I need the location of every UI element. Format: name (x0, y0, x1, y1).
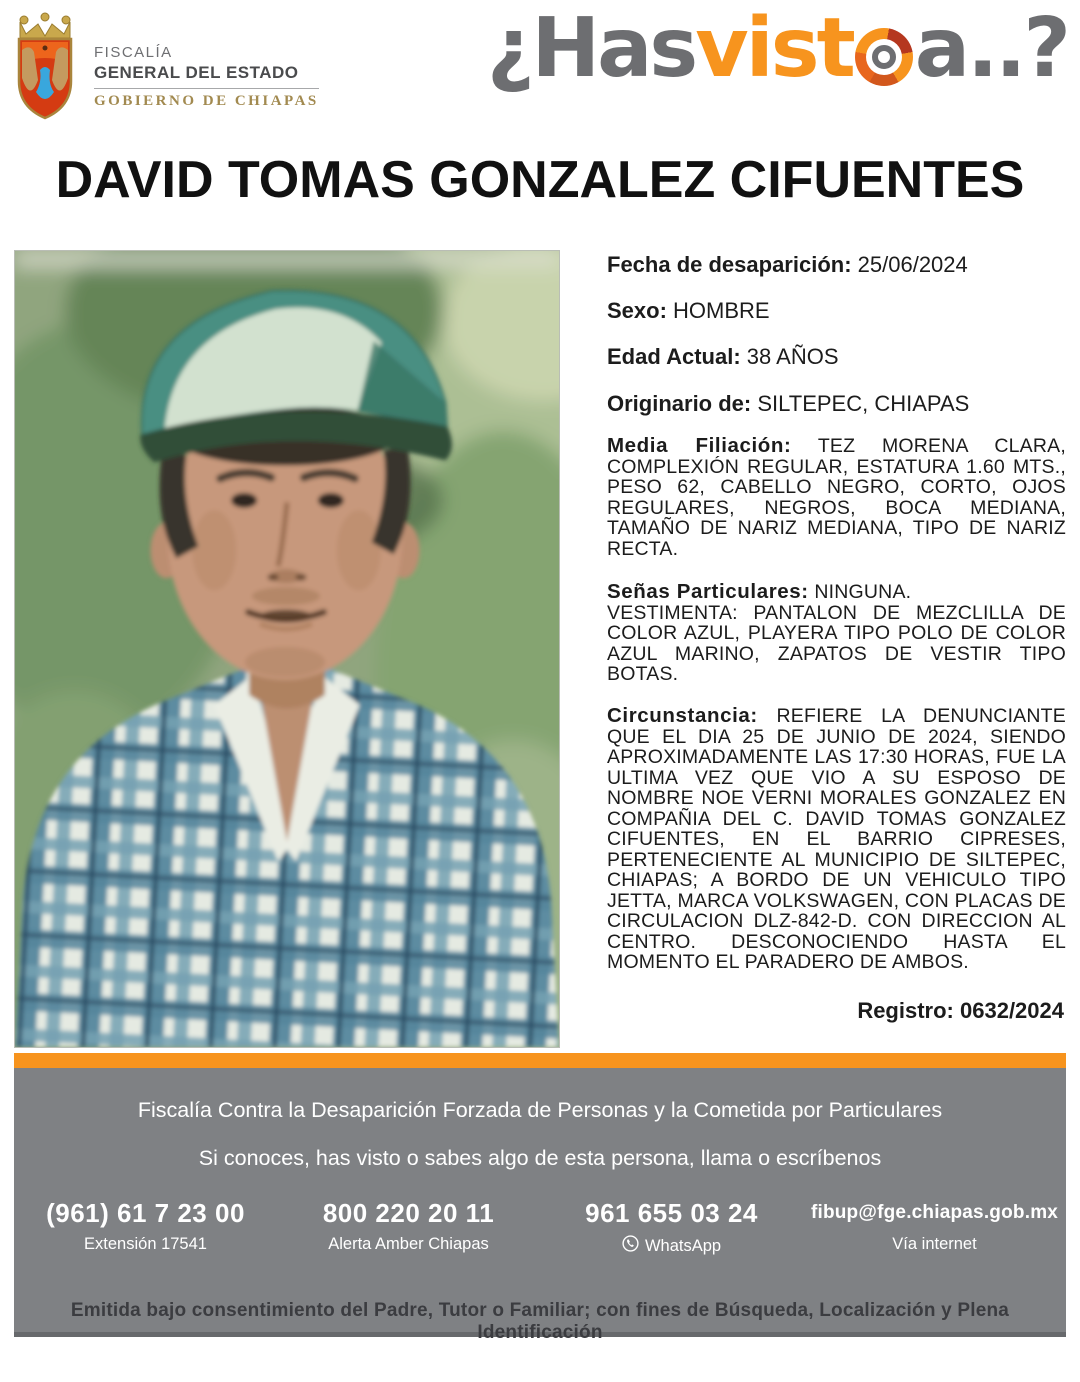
contact-whatsapp-number: 961 655 03 24 (585, 1198, 758, 1228)
circunstancia-text: REFIERE LA DENUNCIANTE QUE EL DIA 25 DE JUNIO DE 2024, SIENDO APROXIMADAMENTE LAS 17:30 HORAS, FUE LA ULTIMA VEZ QUE VIO A SU ESPOSO DE NOMBRE NOE VERNI MORALES GONZALEZ EN COMPAÑIA DEL C. DAVID TOMAS GONZALEZ CIFUENTES, EN EL BARRIO CIPRESES, PERTENECIENTE AL MUNICIPIO DE SILTEPEC, CHIAPAS; A BORDO DE UN VEHICULO TIPO JETTA, MARCA VOLKSWAGEN, CON PLACAS DE CIRCULACION DLZ-842-D. CON DIRECCION AL CENTRO. DESCONOCIENDO HASTA EL MOMENTO EL PARADERO DE AMBOS. (607, 705, 1066, 973)
wordmark-has: ¿Has (486, 1, 696, 96)
field-sexo (607, 298, 1066, 324)
missing-person-name: DAVID TOMAS GONZALEZ CIFUENTES (55, 151, 1025, 209)
footer-call-to-action: Si conoces, has visto o sabes algo de esta persona, llama o escríbenos (198, 1146, 882, 1170)
agency-text-block (94, 44, 319, 110)
eye-o-icon (855, 28, 913, 86)
contact-amber-sub: Alerta Amber Chiapas (328, 1235, 489, 1253)
media-filiacion-label: Media Filiación: (607, 434, 792, 457)
accent-bar (14, 1053, 1066, 1068)
contact-amber-alert (277, 1196, 540, 1257)
has-visto-a-wordmark (486, 1, 1068, 96)
contact-email (803, 1196, 1066, 1257)
footer-contact-panel (14, 1068, 1066, 1343)
contact-amber-number: 800 220 20 11 (322, 1198, 495, 1228)
agency-name: FISCALÍA (94, 44, 173, 61)
registro-value: 0632/2024 (960, 998, 1064, 1023)
senas-label: Señas Particulares: (607, 580, 809, 603)
field-originario-value: SILTEPEC, CHIAPAS (757, 391, 970, 416)
field-edad-label: Edad Actual: (607, 344, 741, 369)
field-originario-label: Originario de: (607, 391, 752, 416)
agency-subname: GENERAL DEL ESTADO (94, 63, 299, 82)
field-sexo-label: Sexo: (607, 298, 667, 323)
registro-number (857, 998, 1064, 1024)
field-fecha (607, 252, 1066, 278)
contact-whatsapp-sub: WhatsApp (644, 1236, 722, 1255)
contact-phone-main-number: (961) 61 7 23 00 (46, 1198, 245, 1228)
contact-phone-main (14, 1196, 277, 1257)
paragraph-senas-particulares (607, 582, 1066, 685)
paragraph-circunstancia (607, 706, 1066, 973)
media-filiacion-text: TEZ MORENA CLARA, COMPLEXIÓN REGULAR, ESTATURA 1.60 MTS., PESO 62, CABELLO NEGRO, CORTO, OJOS REGULARES, NEGROS, BOCA MEDIANA, TAMAÑO DE NARIZ MEDIANA, TIPO DE NARIZ RECTA. (607, 435, 1066, 560)
field-fecha-label: Fecha de desaparición: (607, 252, 852, 277)
contact-whatsapp (540, 1196, 803, 1257)
senas-line1: NINGUNA. (814, 581, 912, 603)
wordmark-a: a..? (914, 1, 1068, 96)
footer-consent-note: Emitida bajo consentimiento del Padre, Tutor o Familiar; con fines de Búsqueda, Localización y Plena Identificación (70, 1300, 1010, 1343)
whatsapp-icon (622, 1235, 639, 1257)
contact-phone-main-sub: Extensión 17541 (84, 1235, 207, 1253)
contact-email-sub: Vía internet (892, 1235, 977, 1253)
field-sexo-value: HOMBRE (673, 298, 770, 323)
registro-label: Registro: (857, 998, 954, 1023)
contact-row (14, 1196, 1066, 1257)
contact-email-address: fibup@fge.chiapas.gob.mx (810, 1202, 1059, 1223)
agency-logo (12, 12, 319, 127)
field-fecha-value: 25/06/2024 (857, 252, 968, 277)
agency-government: GOBIERNO DE CHIAPAS (94, 93, 319, 109)
paragraph-media-filiacion (607, 436, 1066, 559)
chiapas-coat-of-arms-icon (12, 12, 78, 127)
missing-person-photo (14, 250, 560, 1048)
field-originario (607, 391, 1066, 417)
field-edad-value: 38 AÑOS (746, 344, 839, 369)
agency-divider (94, 88, 319, 89)
footer-agency-line: Fiscalía Contra la Desaparición Forzada de Personas y la Cometida por Particulares (137, 1098, 943, 1122)
circunstancia-label: Circunstancia: (607, 704, 758, 727)
wordmark-vist: vist (695, 1, 853, 96)
field-edad (607, 344, 1066, 370)
senas-line2: VESTIMENTA: PANTALON DE MEZCLILLA DE COLOR AZUL, PLAYERA TIPO POLO DE COLOR AZUL MARINO, ZAPATOS DE VESTIR TIPO BOTAS. (607, 601, 1066, 685)
